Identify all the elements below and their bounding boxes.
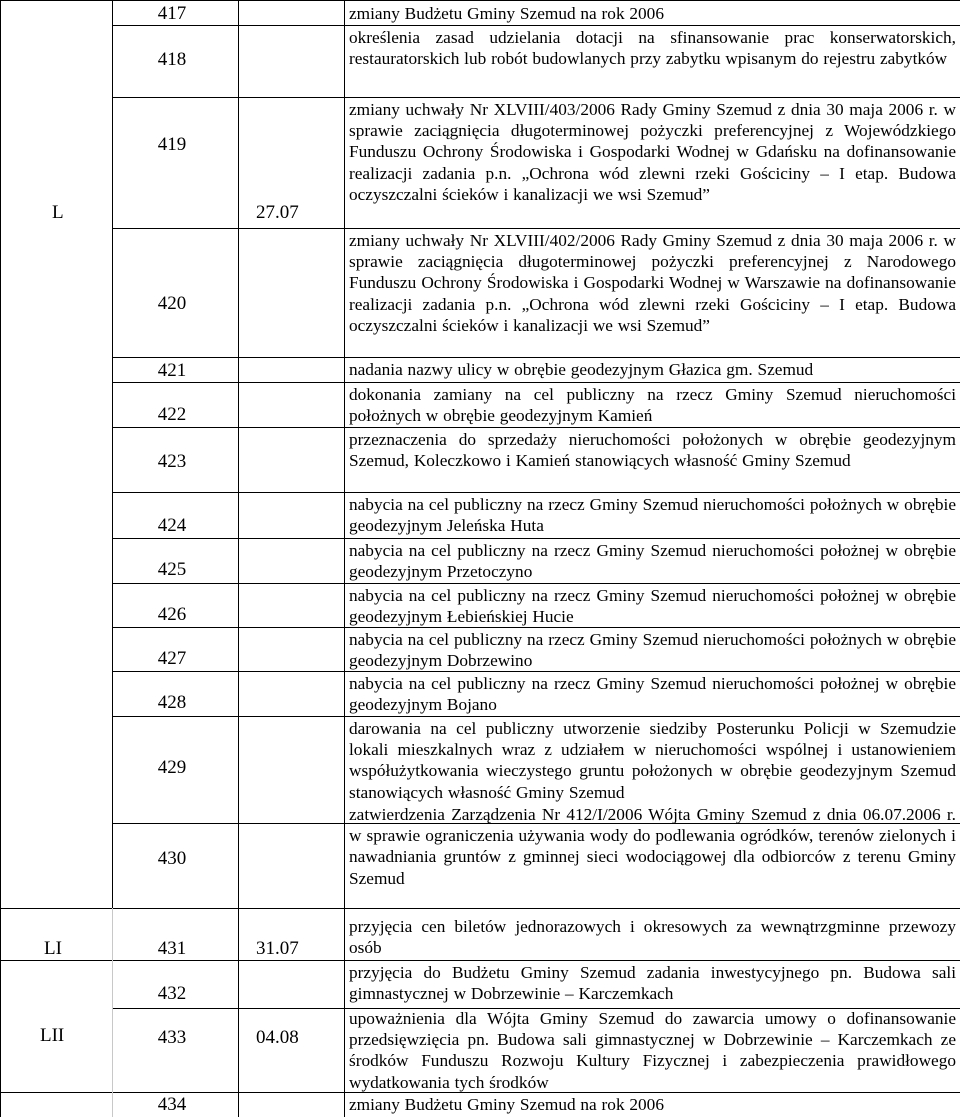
resolution-number: 425 <box>157 559 187 580</box>
row-separator <box>112 427 960 428</box>
row-separator <box>112 716 960 717</box>
resolution-subject: zatwierdzenia Zarządzenia Nr 412/I/2006 Wójta Gminy Szemud z dnia 06.07.2006 r. w sprawie ograniczenia używania wody do podlewania ogródków, terenów zielonych i nawadniania gruntów z gminnej sieci wodociągowej dla odbiorców z terenu Gminy Szemud <box>349 805 956 888</box>
table-border-left <box>0 0 1 1117</box>
resolution-number: 418 <box>157 49 187 70</box>
row-separator <box>112 25 960 26</box>
row-separator <box>112 228 960 229</box>
resolution-subject: nabycia na cel publiczny na rzecz Gminy Szemud nieruchomości położnej w obrębie geodezyjnym Przetoczyno <box>349 541 956 582</box>
column-divider-number-date <box>238 0 239 1117</box>
row-separator <box>112 97 960 98</box>
session-separator <box>0 960 960 961</box>
row-separator <box>112 492 960 493</box>
resolution-subject: określenia zasad udzielania dotacji na sfinansowanie prac konserwatorskich, restauratorskich lub robót budowlanych przy zabytku wpisanym do rejestru zabytków <box>349 28 956 69</box>
resolution-subject: zmiany uchwały Nr XLVIII/402/2006 Rady Gminy Szemud z dnia 30 maja 2006 r. w sprawie zaciągnięcia długoterminowej pożyczki preferencyjnej z Narodowego Funduszu Ochrony Środowiska i Gospodarki Wodnej w Warszawie na dofinansowanie realizacji zadania p.n. „Ochrona wód zlewni rzeki Gościciny – I etap. Budowa oczyszczalni ścieków i kanalizacji we wsi Szemud” <box>349 231 956 335</box>
resolution-number: 430 <box>157 848 187 869</box>
resolution-subject: nabycia na cel publiczny na rzecz Gminy Szemud nieruchomości położnej w obrębie geodezyjnym Bojano <box>349 674 956 715</box>
row-separator <box>112 382 960 383</box>
resolution-number: 419 <box>157 134 187 155</box>
resolution-subject: zmiany uchwały Nr XLVIII/403/2006 Rady Gminy Szemud z dnia 30 maja 2006 r. w sprawie zaciągnięcia długoterminowej pożyczki preferencyjnej z Wojewódzkiego Funduszu Ochrony Środowiska i Gospodarki Wodnej w Gdańsku na dofinansowanie realizacji zadania p.n. „Ochrona wód zlewni rzeki Gościciny – I etap. Budowa oczyszczalni ścieków i kanalizacji we wsi Szemud” <box>349 100 956 204</box>
resolution-subject: nabycia na cel publiczny na rzecz Gminy Szemud nieruchomości położnych w obrębie geodezyjnym Jeleńska Huta <box>349 495 956 536</box>
resolution-number: 434 <box>157 1094 187 1115</box>
resolution-subject: nabycia na cel publiczny na rzecz Gminy Szemud nieruchomości położnej w obrębie geodezyjnym Łebieńskiej Hucie <box>349 586 956 627</box>
resolution-number: 420 <box>157 293 187 314</box>
resolution-number: 422 <box>157 404 187 425</box>
resolution-number: 432 <box>157 983 187 1004</box>
resolution-number: 424 <box>157 515 187 536</box>
resolution-number: 421 <box>157 360 187 381</box>
resolution-number: 429 <box>157 757 187 778</box>
resolution-number: 423 <box>157 451 187 472</box>
resolution-subject: darowania na cel publiczny utworzenie siedziby Posterunku Policji w Szemudzie lokali mieszkalnych wraz z udziałem w nieruchomości wspólnej i ustanowieniem współużytkowania wieczystego gruntu położonych w obrębie geodezyjnym Szemud stanowiących własność Gminy Szemud <box>349 719 956 802</box>
session-roman-numeral: LII <box>40 1025 65 1046</box>
session-roman-numeral: LI <box>44 938 62 959</box>
resolution-subject: dokonania zamiany na cel publiczny na rzecz Gminy Szemud nieruchomości położnych w obrębie geodezyjnym Kamień <box>349 385 956 426</box>
row-separator <box>112 583 960 584</box>
resolution-number: 428 <box>157 692 187 713</box>
resolution-number: 431 <box>157 938 187 959</box>
resolution-subject: przeznaczenia do sprzedaży nieruchomości położonych w obrębie geodezyjnym Szemud, Koleczkowo i Kamień stanowiących własność Gminy Szemud <box>349 430 956 471</box>
resolution-subject: nabycia na cel publiczny na rzecz Gminy Szemud nieruchomości położnych w obrębie geodezyjnym Dobrzewino <box>349 630 956 671</box>
session-date: 04.08 <box>256 1027 299 1048</box>
resolution-subject: zmiany Budżetu Gminy Szemud na rok 2006 <box>349 1095 664 1114</box>
table-border-top <box>0 0 960 1</box>
session-date: 27.07 <box>256 202 299 223</box>
resolution-subject: nadania nazwy ulicy w obrębie geodezyjnym Głazica gm. Szemud <box>349 360 814 379</box>
column-divider-date-description <box>344 0 345 1117</box>
row-separator <box>112 538 960 539</box>
resolution-subject: przyjęcia cen biletów jednorazowych i okresowych za wewnątrzgminne przewozy osób <box>349 917 956 958</box>
session-roman-numeral: L <box>52 202 64 223</box>
resolution-subject: upoważnienia dla Wójta Gminy Szemud do zawarcia umowy o dofinansowanie przedsięwzięcia pn. Budowa sali gimnastycznej w Dobrzewinie – Karczemkach ze środków Funduszu Rozwoju Kultury Fizycznej i zabezpieczenia prawidłowego wydatkowania tych środków <box>349 1009 956 1092</box>
row-separator <box>112 357 960 358</box>
session-date: 31.07 <box>256 938 299 959</box>
resolution-subject: zmiany Budżetu Gminy Szemud na rok 2006 <box>349 4 664 23</box>
resolution-number: 426 <box>157 604 187 625</box>
resolution-number: 427 <box>157 648 187 669</box>
resolution-number: 417 <box>157 3 187 24</box>
session-separator <box>0 908 960 909</box>
resolution-number: 433 <box>157 1027 187 1048</box>
resolution-subject: przyjęcia do Budżetu Gminy Szemud zadania inwestycyjnego pn. Budowa sali gimnastycznej w Dobrzewinie – Karczemkach <box>349 963 956 1004</box>
